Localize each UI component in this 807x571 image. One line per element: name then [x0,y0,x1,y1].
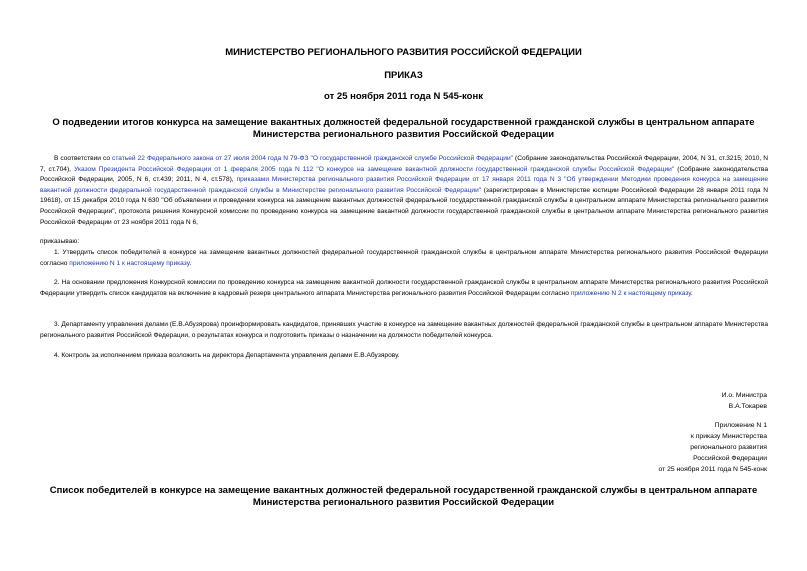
order-word: приказываю: [40,238,80,245]
appendix-line-4: Российской Федерации [693,455,767,462]
item-3-paragraph: 3. Департаменту управления делами (Е.В.Абузярова) проинформировать кандидатов, принявших участие в конкурсе на замещение вакантных должностей федеральной гражданской службы в центральном аппарате Министерства регионального развития Российской Федерации, о результатах конкурса и подготовить приказы о назначении на должности победителей конкурса. [40,321,768,339]
appendix-2-link[interactable]: приложению N 2 к настоящему приказу [570,289,691,297]
ministry-heading: МИНИСТЕРСТВО РЕГИОНАЛЬНОГО РАЗВИТИЯ РОССИЙСКОЙ ФЕДЕРАЦИИ [225,47,582,58]
preamble-paragraph [40,154,768,228]
appendix-line-5: от 25 ноября 2011 года N 545-конк [658,466,767,473]
preamble-text-3: (Собрание законодательства Российской Федерации, 2005, N 6, ст.439; 2011, N 4, ст.578), [40,165,768,184]
appendix-1-link[interactable]: приложению N 1 к настоящему приказу [69,259,190,267]
item-2-paragraph [40,278,768,299]
signature-name: В.А.Токарев [728,403,767,410]
appendix-line-3: регионального развития [690,444,767,451]
ministry-orders-link[interactable]: приказами Министерства регионального развития Российской Федерации от 17 января 2011 года N 3 "Об утверждении Методики проведения конкурса на замещение вакантной должности федеральной государственной гражданской службы в Министерстве регионального развития Российской Федерации" [40,176,769,194]
signature-position: И.о. Министра [721,392,767,399]
item-1-end: . [189,259,192,267]
order-date-number: от 25 ноября 2011 года N 545-конк [324,91,483,102]
appendix-header-block [658,420,767,475]
order-title: О подведении итогов конкурса на замещение вакантных должностей федеральной государственной гражданской службы в центральном аппарате Министерства регионального развития Российской Федерации [52,117,755,140]
item-2-text: 2. На основании предложения Конкурсной комиссии по проведению конкурса на замещение вакантной должности государственной гражданской службы в центральном аппарате Министерства регионального развития Российской Федерации утвердить список кандидатов на включение в кадровый резерв центрального аппарата Министерства регионального развития Российской Федерации согласно [40,279,768,297]
appendix-line-1: Приложение N 1 [714,422,767,429]
item-1-paragraph [40,248,768,269]
appendix-line-2: к приказу Министерства [690,433,767,440]
preamble-text-2: (Собрание законодательства Российской Федерации, 2004, N 31, ст.3215; 2010, N 7, ст.704), [40,155,769,173]
signature-block [722,390,767,412]
preamble-text-4: (зарегистрирован в Министерстве юстиции Российской Федерации 28 января 2011 года N 19618), от 15 декабря 2010 года N 630 "Об объявлении и проведении конкурса на замещение вакантных должностей федеральной государственной гражданской службы в центральном аппарате Министерства регионального развития Российской Федерации", протокола решения Конкурсной комиссии по проведению конкурса на замещение вакантной должности государственной гражданской службы в центральном аппарате Министерства регионального развития Российской Федерации от 23 ноября 2011 года N 6, [40,186,768,226]
decree-112-link[interactable]: Указом Президента Российской Федерации от 1 февраля 2005 года N 112 "О конкурсе на замещение вакантной должности государственной гражданской службы Российской Федерации" [74,165,675,173]
item-2-end: . [690,289,693,297]
law-79fz-link[interactable]: статьей 22 Федерального закона от 27 июля 2004 года N 79-ФЗ "О государственной гражданской службе Российской Федерации" [112,155,514,162]
item-1-text: 1. Утвердить список победителей в конкурсе на замещение вакантных должностей федеральной государственной гражданской службы в центральном аппарате Министерства регионального развития Российской Федерации согласно [40,249,768,267]
order-heading: ПРИКАЗ [384,70,423,81]
item-4-paragraph: 4. Контроль за исполнением приказа возложить на директора Департамента управления делами Е.В.Абузярову. [54,352,400,359]
winners-list-title: Список победителей в конкурсе на замещение вакантных должностей федеральной государственной гражданской службы в центральном аппарате Министерства регионального развития Российской Федерации [49,485,758,508]
preamble-text-1: В соответствии со [54,155,113,162]
